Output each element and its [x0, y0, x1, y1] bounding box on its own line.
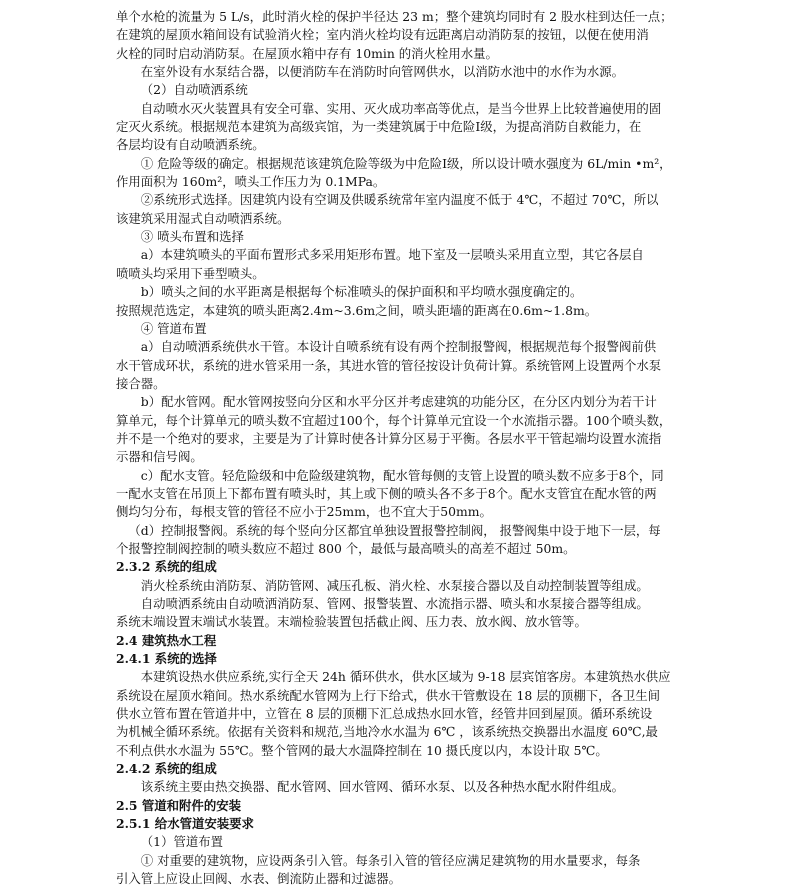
text-line: 自动喷洒系统由自动喷洒消防泵、管网、报警装置、水流指示器、喷头和水泵接合器等组成。 [140, 596, 649, 611]
text-line: 该建筑采用湿式自动喷洒系统。 [116, 210, 290, 226]
text-line: ① 对重要的建筑物，应设两条引入管。每条引入管的管径应满足建筑物的用水量要求，每条 [140, 852, 641, 868]
text-line: 为机械全循环系统。依据有关资料和规范,当地冷水水温为 6℃ ，该系统热交换器出水温度 60℃,最 [116, 724, 658, 740]
section-heading: 2.4.2 系统的组成 [116, 761, 217, 777]
text-line: 在室外设有水泵结合器，以便消防车在消防时向管网供水，以消防水池中的水作为水源。 [140, 64, 625, 80]
text-line: 系统末端设置末端试水装置。末端检验装置包括截止阀、压力表、放水阀、放水管等。 [116, 614, 587, 630]
text-line: 单个水枪的流量为 5 L/s，此时消火栓的保护半径达 23 m；整个建筑均同时有 2 股水柱到达任一点； [116, 9, 673, 24]
text-line: 火栓的同时启动消防泵。在屋顶水箱中存有 10min 的消火栓用水量。 [116, 45, 498, 61]
section-heading: 2.3.2 系统的组成 [116, 559, 217, 575]
text-line: ① 危险等级的确定。根据规范该建筑危险等级为中危险Ⅰ级，所以设计喷水强度为 6L/min •m²， [140, 155, 672, 171]
text-line: 引入管上应设止回阀、水表、倒流防止器和过滤器。 [116, 871, 401, 887]
text-line: c）配水支管。轻危险级和中危险级建筑物，配水管每侧的支管上设置的喷头数不应多于8个，同 [140, 467, 664, 483]
text-line: 侧均匀分布，每根支管的管径不应小于25mm，也不宜大于50mm。 [116, 504, 492, 520]
text-line: 接合器。 [116, 375, 166, 391]
text-line: 作用面积为 160m²，喷头工作压力为 0.1MPa。 [116, 174, 386, 190]
text-line: ④ 管道布置 [140, 320, 207, 336]
text-line: 该系统主要由热交换器、配水管网、回水管网、循环水泵、以及各种热水配水附件组成。 [140, 779, 625, 795]
text-line: 定灭火系统。根据规范本建筑为高级宾馆，为一类建筑属于中危险Ⅰ级，为提高消防自救能力，在 [116, 119, 642, 135]
text-line: （2）自动喷洒系统 [140, 82, 248, 98]
text-line: 各层均设有自动喷洒系统。 [116, 137, 265, 153]
text-line: 按照规范选定，本建筑的喷头距离2.4m~3.6m之间，喷头距墙的距离在0.6m~1.8m。 [116, 302, 598, 318]
text-line: b）配水管网。配水管网按竖向分区和水平分区并考虑建筑的功能分区，在分区内划分为若干计 [140, 394, 657, 410]
text-line: （1）管道布置 [140, 834, 224, 850]
text-line: 示器和信号阀。 [116, 449, 203, 465]
section-heading: 2.4.1 系统的选择 [116, 651, 217, 667]
section-heading: 2.4 建筑热水工程 [116, 632, 217, 648]
text-line: ②系统形式选择。因建筑内设有空调及供暖系统常年室内温度不低于 4℃，不超过 70℃，所以 [140, 192, 659, 208]
text-line: 不利点供水水温为 55℃。整个管网的最大水温降控制在 10 摄氏度以内，本设计取 5℃。 [116, 742, 608, 758]
text-line: （d）控制报警阀。系统的每个竖向分区都宜单独设置报警控制阀， 报警阀集中设于地下一层，每 [128, 522, 661, 538]
text-line: 在建筑的屋顶水箱间设有试验消火栓；室内消火栓均设有远距离启动消防泵的按钮，以便在使用消 [116, 27, 649, 43]
text-line: 自动喷水灭火装置具有安全可靠、实用、灭火成功率高等优点，是当今世界上比较普遍使用的固 [140, 100, 662, 116]
text-line: 水干管成环状，系统的进水管采用一条，其进水管的管径按设计负荷计算。系统管网上设置两个水泵 [116, 357, 662, 373]
section-heading: 2.5 管道和附件的安装 [116, 797, 241, 813]
text-line: 一配水支管在吊顶上下都布置有喷头时，其上或下侧的喷头各不多于8个。配水支管宜在配水管的两 [116, 485, 657, 501]
text-line: 供水立管布置在管道井中，立管在 8 层的顶棚下汇总成热水回水管，经管井回到屋顶。循环系统设 [116, 706, 653, 722]
text-line: a）本建筑喷头的平面布置形式多采用矩形布置。地下室及一层喷头采用直立型，其它各层自 [140, 247, 644, 263]
text-line: 个报警控制阀控制的喷头数应不超过 800 个，最低与最高喷头的高差不超过 50m。 [116, 540, 576, 556]
text-line: 消火栓系统由消防泵、消防管网、减压孔板、消火栓、水泵接合器以及自动控制装置等组成。 [140, 577, 649, 593]
text-line: 并不是一个绝对的要求，主要是为了计算时使各计算分区易于平衡。各层水平干管起端均设置水流指 [116, 430, 662, 446]
text-line: 算单元，每个计算单元的喷头数不宜超过100个，每个计算单元宜设一个水流指示器。100个喷头数， [116, 412, 672, 428]
section-heading: 2.5.1 给水管道安装要求 [116, 816, 254, 832]
text-line: 喷喷头均采用下垂型喷头。 [116, 265, 265, 281]
text-line: 本建筑设热水供应系统,实行全天 24h 循环供水，供水区域为 9-18 层宾馆客房。本建筑热水供应 [140, 669, 671, 685]
text-line: b）喷头之间的水平距离是根据每个标准喷头的保护面积和平均喷水强度确定的。 [140, 284, 583, 300]
text-line: ③ 喷头布置和选择 [140, 229, 244, 245]
text-line: 系统设在屋顶水箱间。热水系统配水管网为上行下给式，供水干管敷设在 18 层的顶棚下，各卫生间 [116, 687, 661, 703]
text-line: a）自动喷洒系统供水干管。本设计自喷系统有设有两个控制报警阀，根据规范每个报警阀前供 [140, 339, 657, 355]
